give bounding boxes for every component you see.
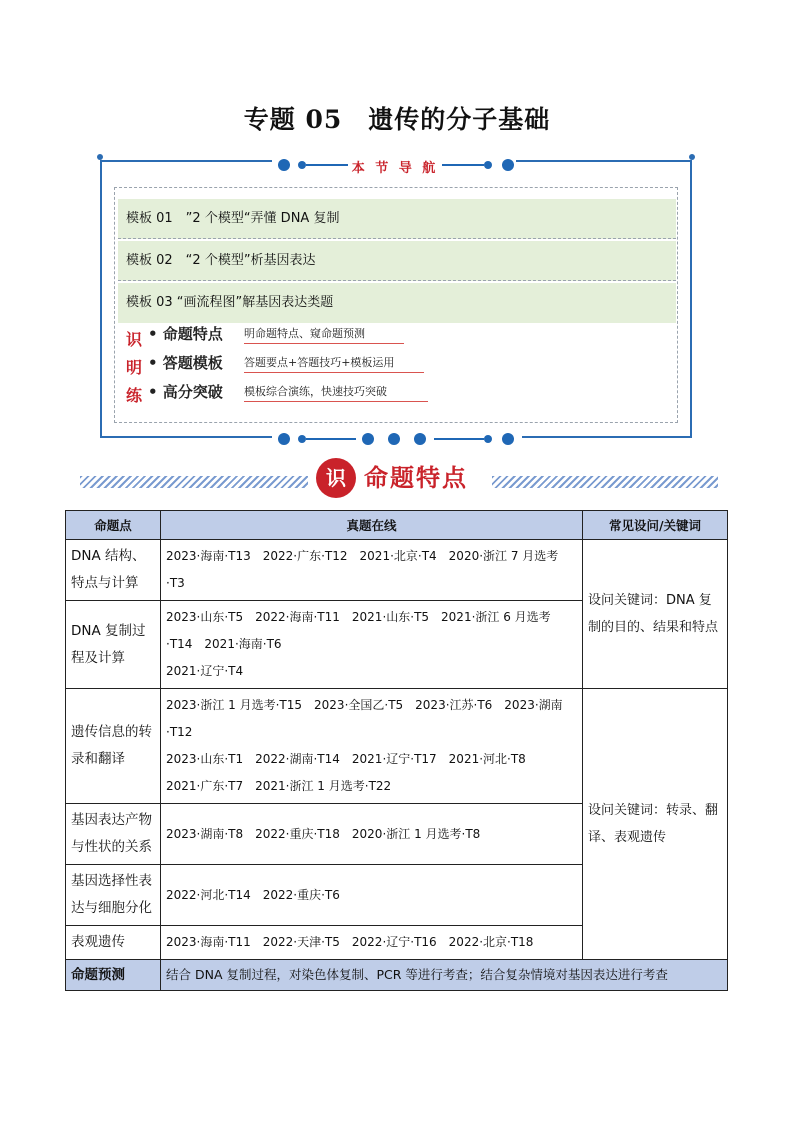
keyword-cell: 设问关键词：DNA 复制的目的、结果和特点 [583,540,728,689]
vertical-char: 明 [125,358,142,377]
papers-cell [161,804,583,865]
underline [244,401,428,402]
feature-desc: 模板综合演练，快速技巧突破 [244,385,387,398]
column-header: 常见设问/关键词 [583,511,728,540]
prediction-label: 命题预测 [66,960,161,991]
vertical-label [124,326,144,410]
divider [306,164,348,166]
topic-cell: 基因选择性表达与细胞分化 [66,865,161,926]
dot-icon [484,161,492,169]
paper-line: 2023·湖南·T8 2022·重庆·T18 2020·浙江 1 月选考·T8 [166,826,481,841]
paper-line: 2022·河北·T14 2022·重庆·T6 [166,887,340,902]
topic-cell: 表观遗传 [66,926,161,960]
paper-line: 2023·浙江 1 月选考·T15 2023·全国乙·T5 2023·江苏·T6 2023·湖南·T12 [166,698,563,739]
nav-heading: 本 节 导 航 [351,161,439,176]
template-item[interactable]: 模板 01 ”2 个模型“弄懂 DNA 复制 [118,199,676,239]
banner-badge: 识 [316,458,356,498]
dot-icon [414,433,426,445]
underline [244,372,424,373]
papers-cell [161,926,583,960]
dot-icon [298,435,306,443]
feature-item [148,349,395,377]
prediction-text: 结合 DNA 复制过程，对染色体复制、PCR 等进行考查；结合复杂情境对基因表达进行考查 [161,960,728,991]
divider [442,164,484,166]
feature-label: • 答题模板 [148,354,223,372]
corner-dot [689,154,695,160]
template-item[interactable]: 模板 02 “2 个模型”析基因表达 [118,241,676,281]
topic-cell: 遗传信息的转录和翻译 [66,689,161,804]
paper-line: 2023·山东·T1 2022·湖南·T14 2021·辽宁·T17 2021·河北·T8 [166,752,526,766]
feature-desc: 答题要点+答题技巧+模板运用 [244,356,395,369]
topic-cell: DNA 结构、特点与计算 [66,540,161,601]
feature-item [148,320,365,348]
paper-line: 2023·海南·T11 2022·天津·T5 2022·辽宁·T16 2022·北京·T18 [166,935,534,949]
paper-line: 2021·广东·T7 2021·浙江 1 月选考·T22 [166,779,392,793]
table-header-row [66,511,728,540]
exam-table [65,510,728,991]
corner-dot [97,154,103,160]
vertical-char: 练 [125,386,142,405]
page-title: 专题 05 遗传的分子基础 [243,105,551,134]
paper-line: 2021·辽宁·T4 [166,664,244,678]
banner-hatch [492,476,718,488]
divider [306,438,356,440]
papers-cell [161,601,583,689]
keyword-cell: 设问关键词：转录、翻译、表观遗传 [583,689,728,960]
template-item[interactable]: 模板 03 “画流程图”解基因表达类题 [118,283,676,323]
dot-icon [502,159,514,171]
table-row [66,689,728,804]
column-header: 命题点 [66,511,161,540]
dot-icon [278,159,290,171]
paper-line: 2023·海南·T13 2022·广东·T12 2021·北京·T4 2020·浙江 7 月选考·T3 [166,549,559,590]
feature-label: • 命题特点 [148,325,223,343]
topic-cell: DNA 复制过程及计算 [66,601,161,689]
feature-desc: 明命题特点、窥命题预测 [244,327,365,340]
banner-hatch [80,476,308,488]
table-row [66,540,728,601]
vertical-char: 识 [125,330,142,349]
feature-label: • 高分突破 [148,383,223,401]
papers-cell [161,689,583,804]
section-title: 命题特点 [364,463,468,492]
topic-cell: 基因表达产物与性状的关系 [66,804,161,865]
dot-icon [298,161,306,169]
divider [434,438,484,440]
dot-icon [278,433,290,445]
papers-cell [161,865,583,926]
prediction-row [66,960,728,991]
dot-icon [388,433,400,445]
dot-icon [362,433,374,445]
dot-icon [484,435,492,443]
paper-line: 2023·山东·T5 2022·海南·T11 2021·山东·T5 2021·浙江 6 月选考·T14 2021·海南·T6 [166,610,551,651]
papers-cell [161,540,583,601]
underline [244,343,404,344]
column-header: 真题在线 [161,511,583,540]
feature-item [148,378,387,406]
dot-icon [502,433,514,445]
